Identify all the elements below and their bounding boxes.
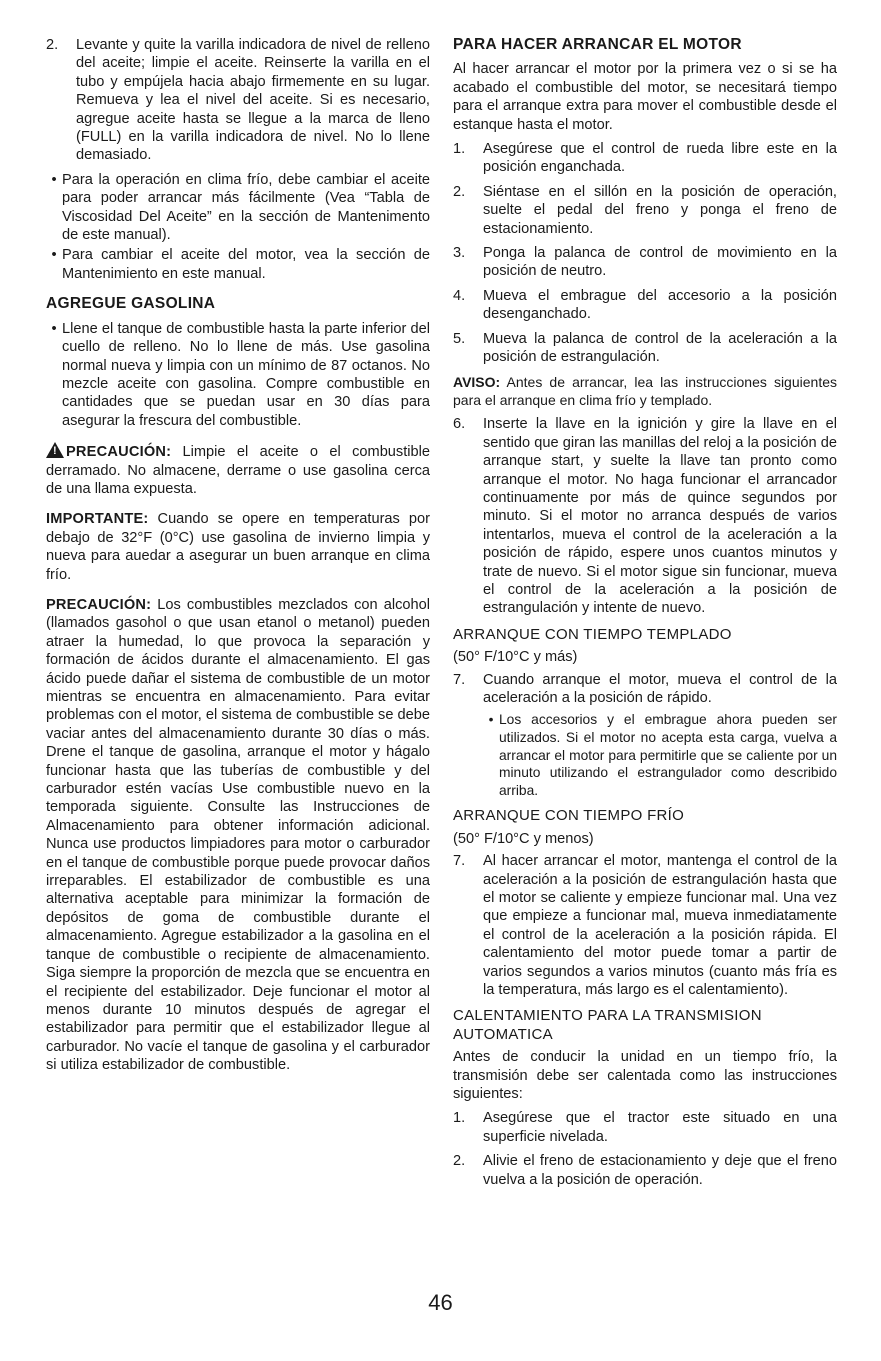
right-column <box>453 36 837 1195</box>
list-item: 7. Cuando arranque el motor, mueva el control de la aceleración a la posición de rápido. <box>453 671 837 706</box>
list-item: 1. Asegúrese que el tractor este situado en una superficie nivelada. <box>453 1110 837 1145</box>
section-heading: CALENTAMIENTO PARA LA TRANSMISION AUTOMATICA <box>453 1007 762 1043</box>
caution-paragraph: !PRECAUCIÓN: Limpie el aceite o el combustible derramado. No almacene, derrame o use gasolina cerca de una llama expuesta. <box>46 442 430 498</box>
transmission-intro: Antes de conducir la unidad en un tiempo frío, la transmisión debe ser calentada como las instrucciones siguientes: <box>453 1049 837 1103</box>
page-number: 46 <box>428 1290 453 1315</box>
temperature-range: (50° F/10°C y más) <box>453 649 578 666</box>
section-heading: ARRANQUE CON TIEMPO TEMPLADO <box>453 625 732 643</box>
transmission-steps-list <box>453 1109 837 1189</box>
bullet-icon: • <box>51 320 57 337</box>
list-item-text: Levante y quite la varilla indicadora de nivel de relleno del aceite; limpie el aceite. Reinserte la varilla en el tubo y empújela hacia abajo firmemente en su lugar. Remueva y lea el nivel del aceite. Si es necesario, agregue aceite hasta se llegue a la marca de lleno (FULL) en la varilla indicadora de nivel. No lo llene demasiado. <box>76 37 430 164</box>
warning-triangle-icon <box>46 442 64 458</box>
bullet-icon: • <box>51 171 57 188</box>
list-item: 2. Levante y quite la varilla indicadora de nivel de relleno del aceite; limpie el aceite. Reinserte la varilla en el tubo y empújela hacia abajo firmemente en su lugar. Remueva y lea el nivel del aceite. Si es necesario, agregue aceite hasta se llegue a la marca de lleno (FULL) en la varilla indicadora de nivel. No lo llene demasiado. <box>46 37 430 164</box>
bullet-icon: • <box>51 247 57 264</box>
sub-bullet-item: • Los accesorios y el embrague ahora pueden ser utilizados. Si el motor no acepta esta carga, vuelva a arrancar el motor para permitirle que se caliente por un minuto utilizando el estrangulador como describido arriba. <box>483 711 837 799</box>
list-item: 2. Alivie el freno de estacionamiento y deje que el freno vuelva a la posición de operación. <box>453 1153 837 1188</box>
important-paragraph: IMPORTANTE: Cuando se opere en temperaturas por debajo de 32°F (0°C) use gasolina de invierno limpia y nueva para auedar a asegurar un buen arranque en clima frío. <box>46 511 430 583</box>
temperature-range: (50° F/10°C y menos) <box>453 830 594 847</box>
list-item: 6. Inserte la llave en la ignición y gire la llave en el sentido que giran las manillas del reloj a la posición de arranque start, y suelte la llave tan pronto como arranque el motor. No haga funcionar el arrancador continuamente por más de quince segundos por minuto. Si el motor no arranca después de varios intentarlos, mueva el control de la aceleración a la posición de rápido, espere unos cuantos minutos y trate de nuevo. Si el motor sigue sin funcionar, mueva el control de la aceleración a la posición de estrangulación y intente de nuevo. <box>453 416 837 617</box>
bullet-icon: • <box>488 712 494 728</box>
caution-paragraph-2: PRECAUCIÓN: Los combustibles mezclados con alcohol (llamados gasohol o que usan etanol o metanol) pueden atraer la humedad, lo que provoca la separación y formación de ácidos durante el almacenamiento. El gas ácido puede dañar el sistema de combustible de un motor mientras se encuentra en almacenamiento. Para evitar problemas con el motor, el sistema de combustible se debe vaciar antes del almacenamiento durante 30 días o más. Drene el tanque de gasolina, arranque el motor y hágalo funcionar hasta que las tuberías de combustible y del carburador estén vacías Use combustible nuevo en la temporada siguiente. Consulte las Instrucciones de Almacenamiento para obtener información adicional. Nunca use productos limpiadores para motor o carburador en el tanque de combustible porque puede provocar daños irreparables. El estabilizador de combustible es una alternativa aceptable para minimizar la formación de depósitos de goma de combustible durante el almacenamiento. Agregue estabilizador a la gasolina en el tanque de combustible o recipiente de almacenamiento. Siga siempre la proporción de mezcla que se encuentra en el recipiente del estabilizador. Deje funcionar el motor al menos durante 10 minutos después de agregar el estabilizador para permitir que el estabilizador llegue al carburador. No vacíe el tanque de gasolina y el carburador si utiliza estabilizador de combustible. <box>46 596 430 1074</box>
bullet-item: • Para la operación en clima frío, debe cambiar el aceite para poder arrancar más fácilmente (Vea “Tabla de Viscosidad Del Aceite” en la sección de Mantenimento de este manual). <box>46 171 430 245</box>
list-item: 4. Mueva el embrague del accesorio a la posición desenganchado. <box>453 287 837 323</box>
notice-paragraph: AVISO: Antes de arrancar, lea las instrucciones siguientes para el arranque en clima frío y templado. <box>453 373 837 408</box>
list-item: 2. Siéntase en el sillón en la posición de operación, suelte el pedal del freno y ponga el freno de estacionamiento. <box>453 183 837 237</box>
start-steps-list <box>453 140 837 366</box>
list-item: 3. Ponga la palanca de control de movimiento en la posición de neutro. <box>453 245 837 280</box>
list-item: 1. Asegúrese que el control de rueda libre este en la posición enganchada. <box>453 141 837 176</box>
caution-label: PRECAUCIÓN: <box>46 596 152 613</box>
list-item: 5. Mueva la palanca de control de la aceleración a la posición de estrangulación. <box>453 330 837 366</box>
list-item: 7. Al hacer arrancar el motor, mantenga el control de la aceleración a la posición de estrangulación hasta que el motor se caliente y empieze funcionar mal. Una vez que empieze a funcionar mal, mueva inmediatamente el control de la aceleración a la posición rápida. El calentamiento del motor puede tomar a partir de varios segundos a varios minutos (cuanto más fría es la temperatura, más largo es el calentamiento). <box>453 853 837 999</box>
section-heading: ARRANQUE CON TIEMPO FRÍO <box>453 807 685 825</box>
notice-label: AVISO: <box>453 373 501 390</box>
caution-label: PRECAUCIÓN: <box>66 444 172 461</box>
bullet-item: • Llene el tanque de combustible hasta la parte inferior del cuello de relleno. No lo llene de más. Use gasolina normal nueva y limpia con un mínimo de 87 octanos. No mezcle aceite con gasolina. Compre combustible en cantidades que se puedan usar en 30 días para asegurar la frescura del combustible. <box>46 320 430 430</box>
section-heading: PARA HACER ARRANCAR EL MOTOR <box>453 36 742 53</box>
section-heading: AGREGUE GASOLINA <box>46 295 216 313</box>
left-column <box>46 36 430 1075</box>
important-label: IMPORTANTE: <box>46 511 149 528</box>
bullet-item: • Para cambiar el aceite del motor, vea la sección de Mantenimiento en este manual. <box>46 246 430 283</box>
intro-paragraph: Al hacer arrancar el motor por la primera vez o si se ha acabado el combustible del motor, se necesitará tiempo para el arranque extra para mover el combustible desde el estanque hasta el motor. <box>453 61 837 133</box>
